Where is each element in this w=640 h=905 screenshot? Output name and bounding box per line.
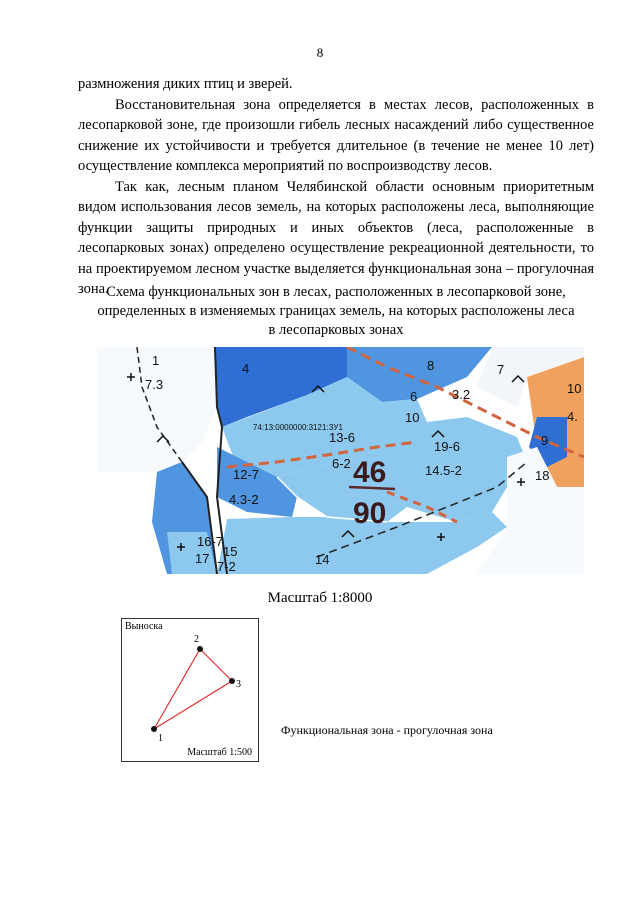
parcel-triangle — [154, 649, 232, 729]
inset-callout — [121, 618, 259, 762]
map-label-4b: 4. — [567, 409, 578, 424]
point-1-marker — [151, 726, 157, 732]
map-label-14: 14 — [315, 552, 330, 567]
map-label-7-3: 7.3 — [145, 377, 164, 392]
paragraph-recreation-zone: Так как, лесным планом Челябинской области основным приоритетным видом использования лесов земель, на которых расположены леса, выполняющие функции защиты природных и иных объектов (леса, расположенные в лесопарковых зонах) определено осуществление рекреационной деятельности, то на проектируемом лесном участке выделяется функциональная зона – прогулочная зона. — [78, 178, 594, 297]
map-label-1: 1 — [152, 353, 160, 368]
map-label-19-6: 19-6 — [434, 439, 461, 454]
map-label-4: 4 — [242, 361, 250, 376]
map-label-6-2: 6-2 — [332, 456, 351, 471]
map-label-16-7: 16-7 — [197, 534, 224, 549]
map-scale-label: Масштаб 1:8000 — [267, 590, 373, 606]
map-drawing — [97, 347, 584, 574]
map-label-7-2: 7-2 — [217, 559, 236, 574]
inset-triangle-drawing — [122, 619, 258, 761]
quarter-number: 46 — [353, 456, 387, 489]
inset-scale: Масштаб 1:500 — [187, 747, 252, 758]
functional-zones-map — [97, 347, 584, 574]
area-number: 90 — [353, 497, 387, 530]
map-label-6: 6 — [410, 389, 418, 404]
cadastral-number: 74:13:0000000:3121:ЗУ1 — [253, 423, 343, 432]
body-text — [78, 74, 594, 300]
paragraph-continuation: размножения диких птиц и зверей. — [78, 76, 293, 92]
map-label-15: 15 — [223, 544, 238, 559]
map-label-8: 8 — [427, 358, 435, 373]
point-3-label: 3 — [236, 679, 241, 690]
map-label-10: 10 — [405, 410, 420, 425]
inset-title: Выноска — [125, 621, 163, 632]
map-label-4-3-2: 4.3-2 — [229, 492, 259, 507]
point-1-label: 1 — [158, 733, 163, 744]
map-label-14-5-2: 14.5-2 — [425, 463, 462, 478]
paragraph-restoration-zone: Восстановительная зона определяется в местах лесов, расположенных в лесопарковой зоне, где произошли гибель лесных насаждений либо существенное снижение их устойчивости и требуется длительное (в течение не менее 10 лет) осуществление комплекса мероприятий по воспроизводству лесов. — [78, 96, 594, 174]
map-label-18: 18 — [535, 468, 550, 483]
map-label-13-6: 13-6 — [329, 430, 356, 445]
point-2-marker — [197, 646, 203, 652]
map-label-3-2: 3.2 — [452, 387, 471, 402]
page-number: 8 — [316, 45, 324, 60]
caption-line-2: определенных в изменяемых границах земель, на которых расположены леса — [97, 303, 575, 319]
point-2-label: 2 — [194, 634, 199, 645]
map-label-12-7: 12-7 — [233, 467, 260, 482]
map-label-17: 17 — [195, 551, 210, 566]
caption-line-1: Схема функциональных зон в лесах, расположенных в лесопарковой зоне, — [106, 284, 566, 300]
map-caption — [78, 283, 594, 340]
map-label-9: 9 — [541, 433, 549, 448]
point-3-marker — [229, 678, 235, 684]
map-label-7: 7 — [497, 362, 505, 377]
caption-line-3: в лесопарковых зонах — [268, 322, 404, 338]
map-label-10a: 10 — [567, 381, 582, 396]
legend-functional-zone: Функциональная зона - прогулочная зона — [281, 723, 493, 737]
